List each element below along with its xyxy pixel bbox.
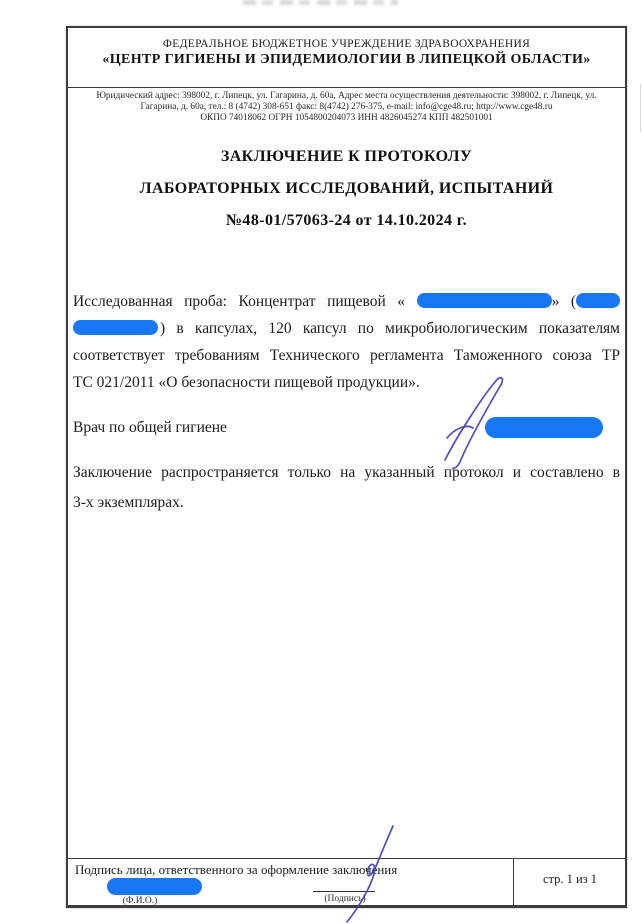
signature-caption: (Подпись) [324,894,366,904]
header-divider [68,87,625,88]
document-number-date: №48-01/57063-24 от 14.10.2024 г. [225,212,468,229]
paragraph-text: » ( [551,293,577,310]
org-name-line2: «ЦЕНТР ГИГИЕНЫ И ЭПИДЕМИОЛОГИИ В ЛИПЕЦКОЙ ОБЛАСТИ» [102,52,591,67]
paragraph-line: Заключение распространяется только на указанный протокол и составлено в [73,464,620,481]
paragraph-text: ТС 021/2011 «О безопасности пищевой продукции». [73,374,420,391]
responsible-person-label: Подпись лица, ответственного за оформление заключения [75,862,398,877]
redaction-bar-alt-name-start [576,293,620,308]
paragraph-line [73,342,620,369]
redaction-bar-alt-name-end [73,320,158,335]
scope-paragraph [73,458,620,518]
paragraph-line [73,369,620,396]
paragraph-line: 3-х экземплярах. [73,494,184,511]
redaction-bar-responsible-name [107,878,202,895]
fio-caption: (Ф.И.О.) [122,896,158,906]
paragraph-line [73,288,620,315]
address-line2: Гагарина, д. 60а, тел.: 8 (4742) 308-651 факс: 8(4742) 276-375, e-mail: info@cge48.ru; http://www.cge48.ru [140,102,553,112]
footer-signature-ink [330,822,410,924]
paragraph-text: ) в капсулах, 120 капсул по микробиологическим показателям [160,320,620,337]
paragraph-text: соответствует требованиям Технического регламента Таможенного союза ТР [73,347,620,364]
scan-artifact-right-edge [640,84,641,132]
doctor-title-label: Врач по общей гигиене [73,419,227,436]
address-line1: Юридический адрес: 398002, г. Липецк, ул. Гагарина, д. 60а, Адрес места осуществления деятельности: 398002, г. Липецк, ул. [96,91,597,101]
document-title-line1: ЗАКЛЮЧЕНИЕ К ПРОТОКОЛУ [220,148,473,165]
redaction-bar-product-name [417,293,552,308]
conclusion-paragraph [73,288,620,396]
paragraph-text: Исследованная проба: Концентрат пищевой « [73,293,406,310]
address-line3: ОКПО 74018062 ОГРН 1054800204073 ИНН 4826045274 КПП 482501001 [200,113,493,123]
document-title-line2: ЛАБОРАТОРНЫХ ИССЛЕДОВАНИЙ, ИСПЫТАНИЙ [139,180,554,197]
redaction-bar-doctor-name [485,417,603,438]
paragraph-line [73,315,620,342]
page-number: стр. 1 из 1 [542,872,598,886]
org-name-line1: ФЕДЕРАЛЬНОЕ БЮДЖЕТНОЕ УЧРЕЖДЕНИЕ ЗДРАВООХРАНЕНИЯ [162,38,531,50]
scan-artifact-top [243,0,398,5]
